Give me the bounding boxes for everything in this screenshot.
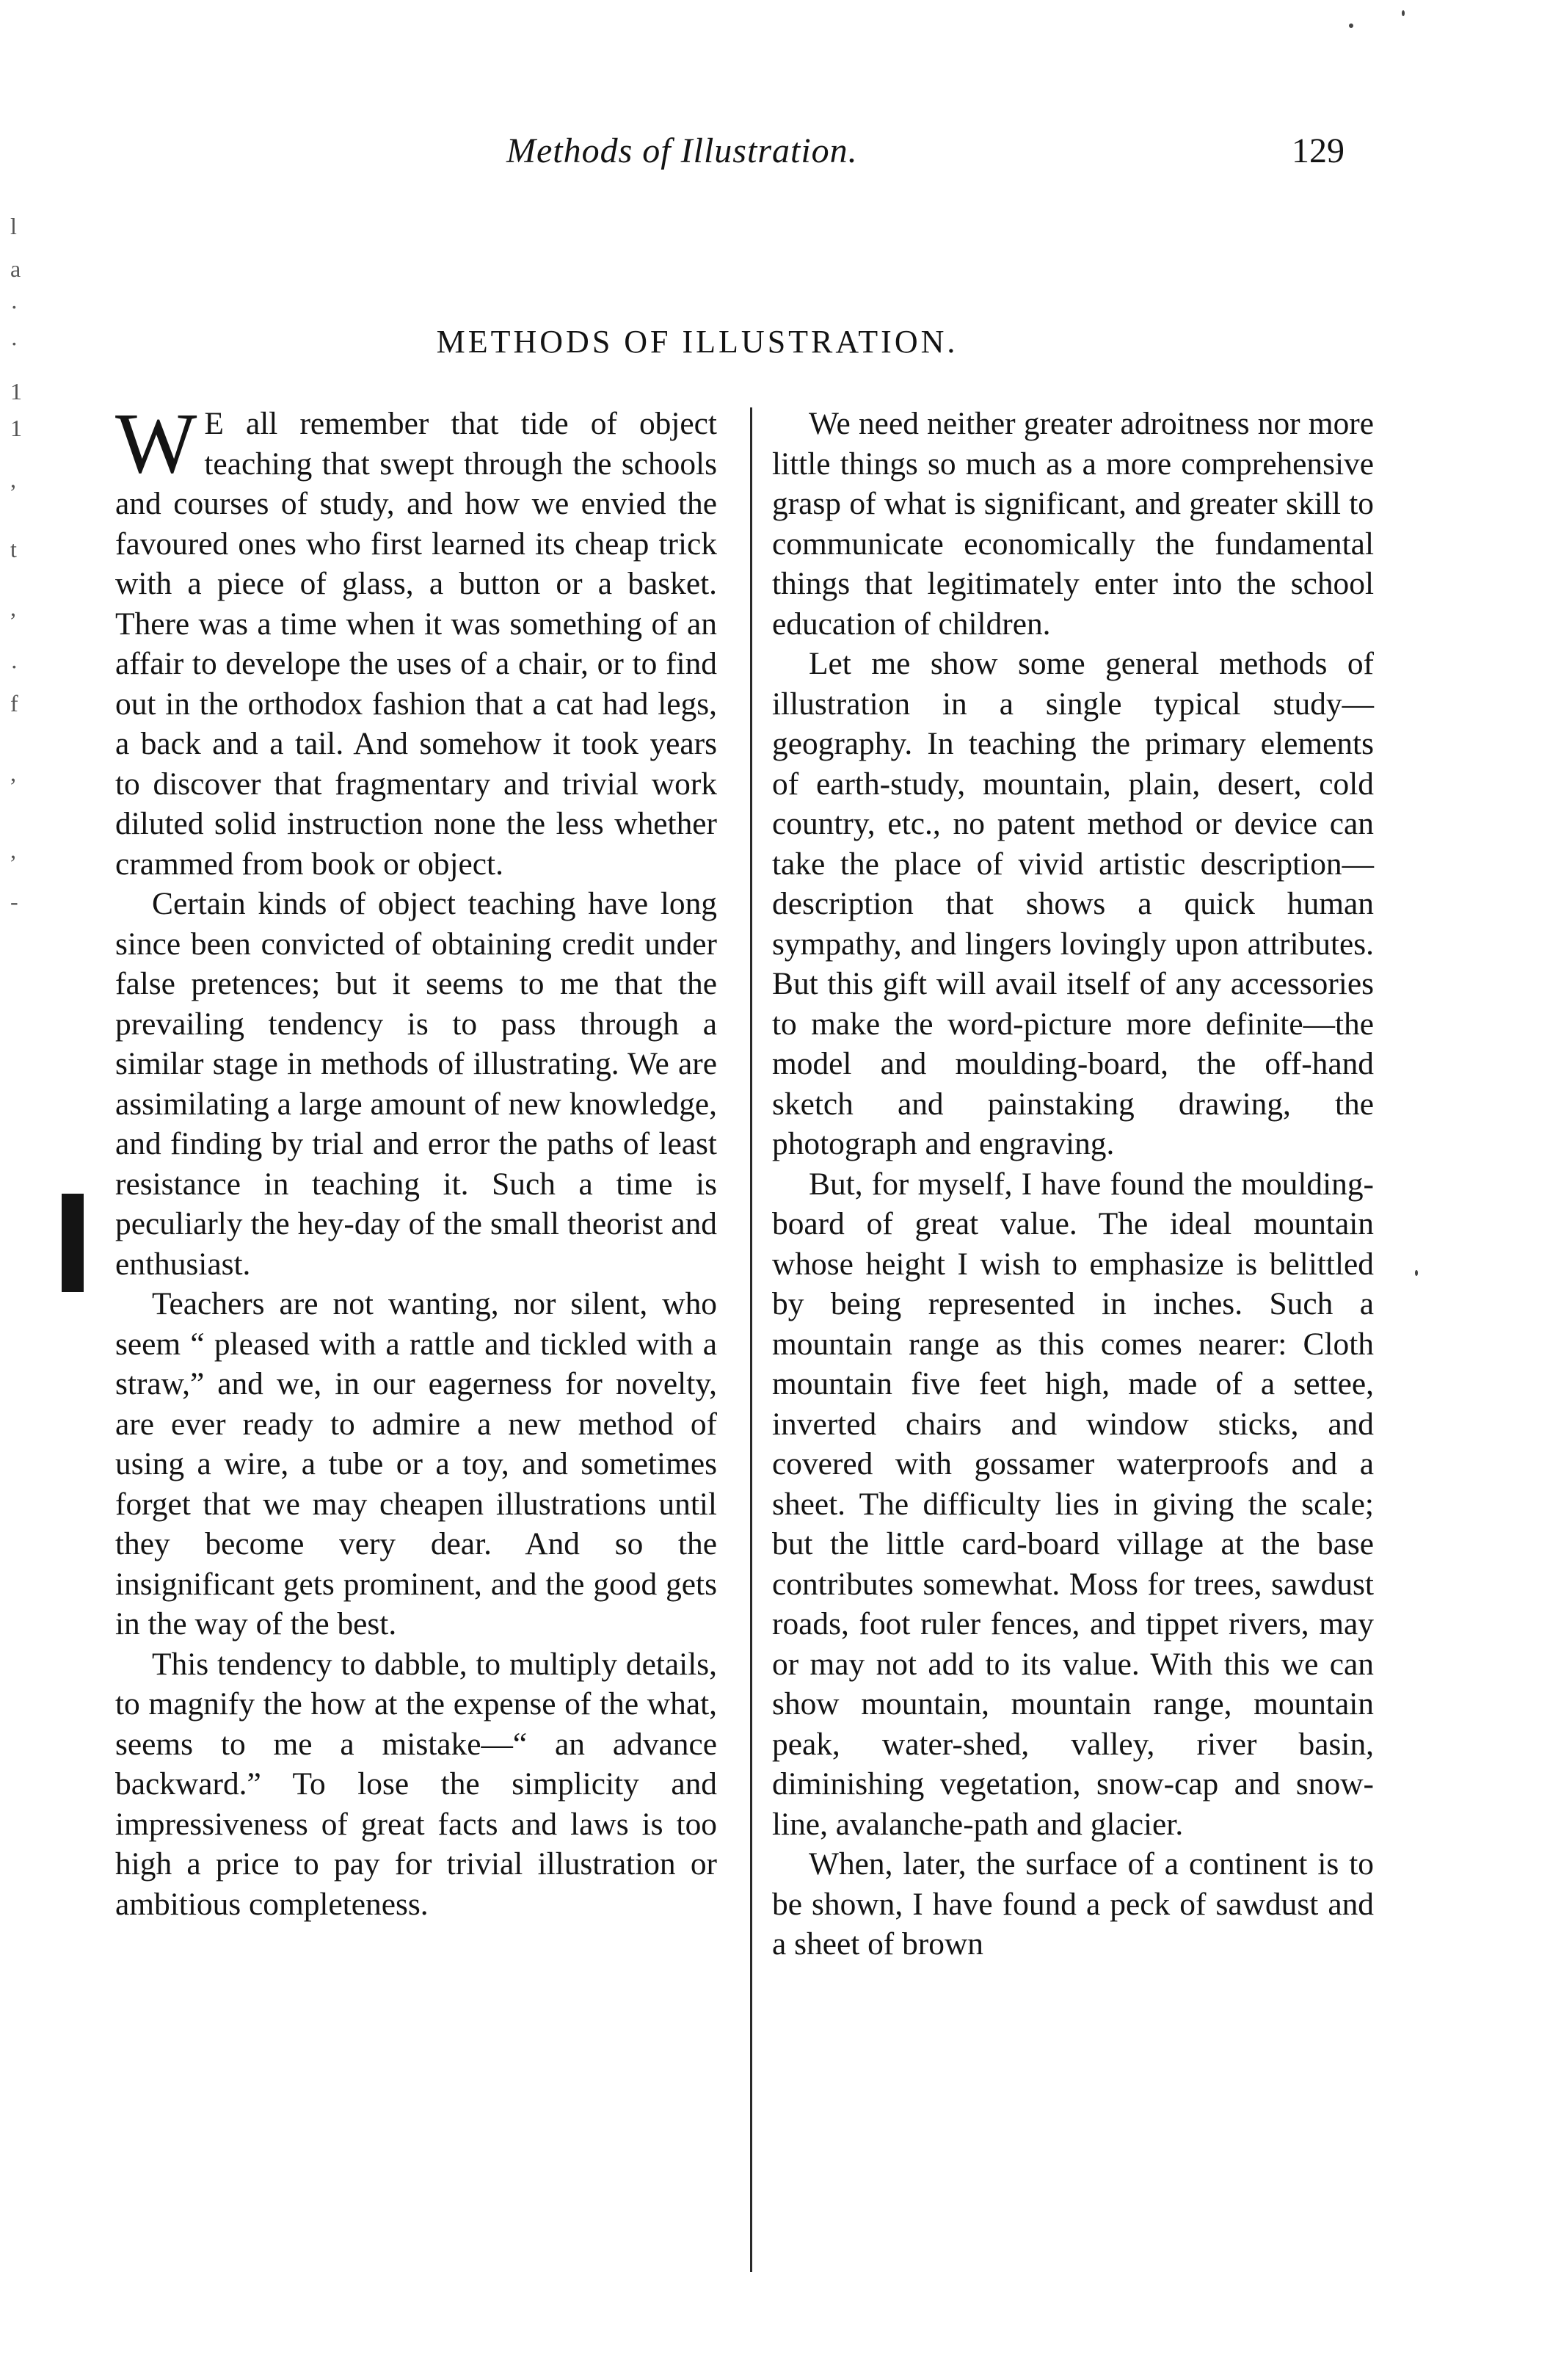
paragraph: When, later, the surface of a continent is to be shown, I have found a peck of sawdust and a sheet of brown [772,1846,1374,1962]
running-header-title: Methods of Illustration. [506,131,858,170]
page-number: 129 [1292,131,1345,170]
margin-mark: , [10,760,16,786]
left-column [115,395,717,2283]
margin-mark: , [10,837,16,863]
left-margin-bleed-through [10,213,40,918]
margin-mark: , [10,595,16,621]
speck [1415,1270,1418,1276]
paragraph [115,395,717,884]
paragraph: Let me show some general methods of illustration in a single typical study—geography. In teaching the primary elements of earth-study, mountain, plain, desert, cold country, etc., no patent method or device can take the place of vivid artistic description—description that shows a quick human sympathy, and lingers lovingly upon attributes. But this gift will avail itself of any accessories to make the word-picture more definite—the model and moulding-board, the off-hand sketch and painstaking drawing, the photograph and engraving. [772,646,1374,1161]
speck [1349,23,1353,28]
margin-mark: · [10,294,18,320]
paragraph: We need neither greater adroitness nor more little things so much as a more comprehensive grasp of what is significant, and greater skill to communicate economically the fundamental things that legitimately enter into the school education of children. [772,406,1374,642]
margin-bar-mark [62,1194,84,1292]
paragraph: Teachers are not wanting, nor silent, who seem “ pleased with a rattle and tickled with a straw,” and we, in our eagerness for novelty, are ever ready to admire a new method of using a wire, a tube or a toy, and sometimes forget that we may cheapen illustrations until they become very dear. And so the insignificant gets prominent, and the good gets in the way of the best. [115,1286,717,1641]
margin-mark: t [10,536,17,562]
paragraph: This tendency to dabble, to multiply details, to magnify the how at the expense of the what, seems to me a mistake—“ an advance backward.” To lose the simplicity and impressiveness of great facts and laws is too high a price to pay for trivial illustration or ambitious completeness. [115,1646,717,1922]
margin-mark: a [10,255,21,282]
margin-mark: f [10,690,18,716]
paragraph-text: E all remember that tide of object teaching that swept through the schools and courses of study, and how we envied the favoured ones who first learned its cheap trick with a piece of glass, a button or a basket. There was a time when it was something of an affair to develope the uses of a chair, or to find out in the orthodox fashion that a cat had legs, a back and a tail. And somehow it took years to discover that fragmentary and trivial work diluted solid instruction none the less whether crammed from book or object. [115,406,717,882]
right-column [772,404,1374,2283]
margin-mark: l [10,213,17,239]
article-title: METHODS OF ILLUSTRATION. [436,324,958,360]
paragraph: But, for myself, I have found the moulding-board of great value. The ideal mountain whose height I wish to emphasize is belittled by being represented in inches. Such a mountain range as this comes nearer: Cloth mountain five feet high, made of a settee, inverted chairs and window sticks, and covered with gossamer waterproofs and a sheet. The difficulty lies in giving the scale; but the little card-board village at the base contributes somewhat. Moss for trees, sawdust roads, foot ruler fences, and tippet rivers, may or may not add to its value. With this we can show mountain, mountain range, mountain peak, water-shed, valley, river basin, diminishing vegetation, snow-cap and snow-line, avalanche-path and glacier. [772,1166,1374,1842]
margin-mark: - [10,888,18,915]
drop-cap: W [115,395,197,491]
column-divider [750,407,752,2272]
speck [1402,10,1405,16]
margin-mark: · [10,330,18,357]
margin-mark: · [10,653,18,680]
margin-mark: 1 [10,378,22,404]
margin-mark: , [10,466,16,493]
paragraph: Certain kinds of object teaching have long since been convicted of obtaining credit under false pretences; but it seems to me that the prevailing tendency is to pass through a similar stage in methods of illustrating. We are assimilating a large amount of new knowledge, and finding by trial and error the paths of least resistance in teaching it. Such a time is peculiarly the hey-day of the small theorist and enthusiast. [115,886,717,1282]
margin-mark: 1 [10,415,22,441]
